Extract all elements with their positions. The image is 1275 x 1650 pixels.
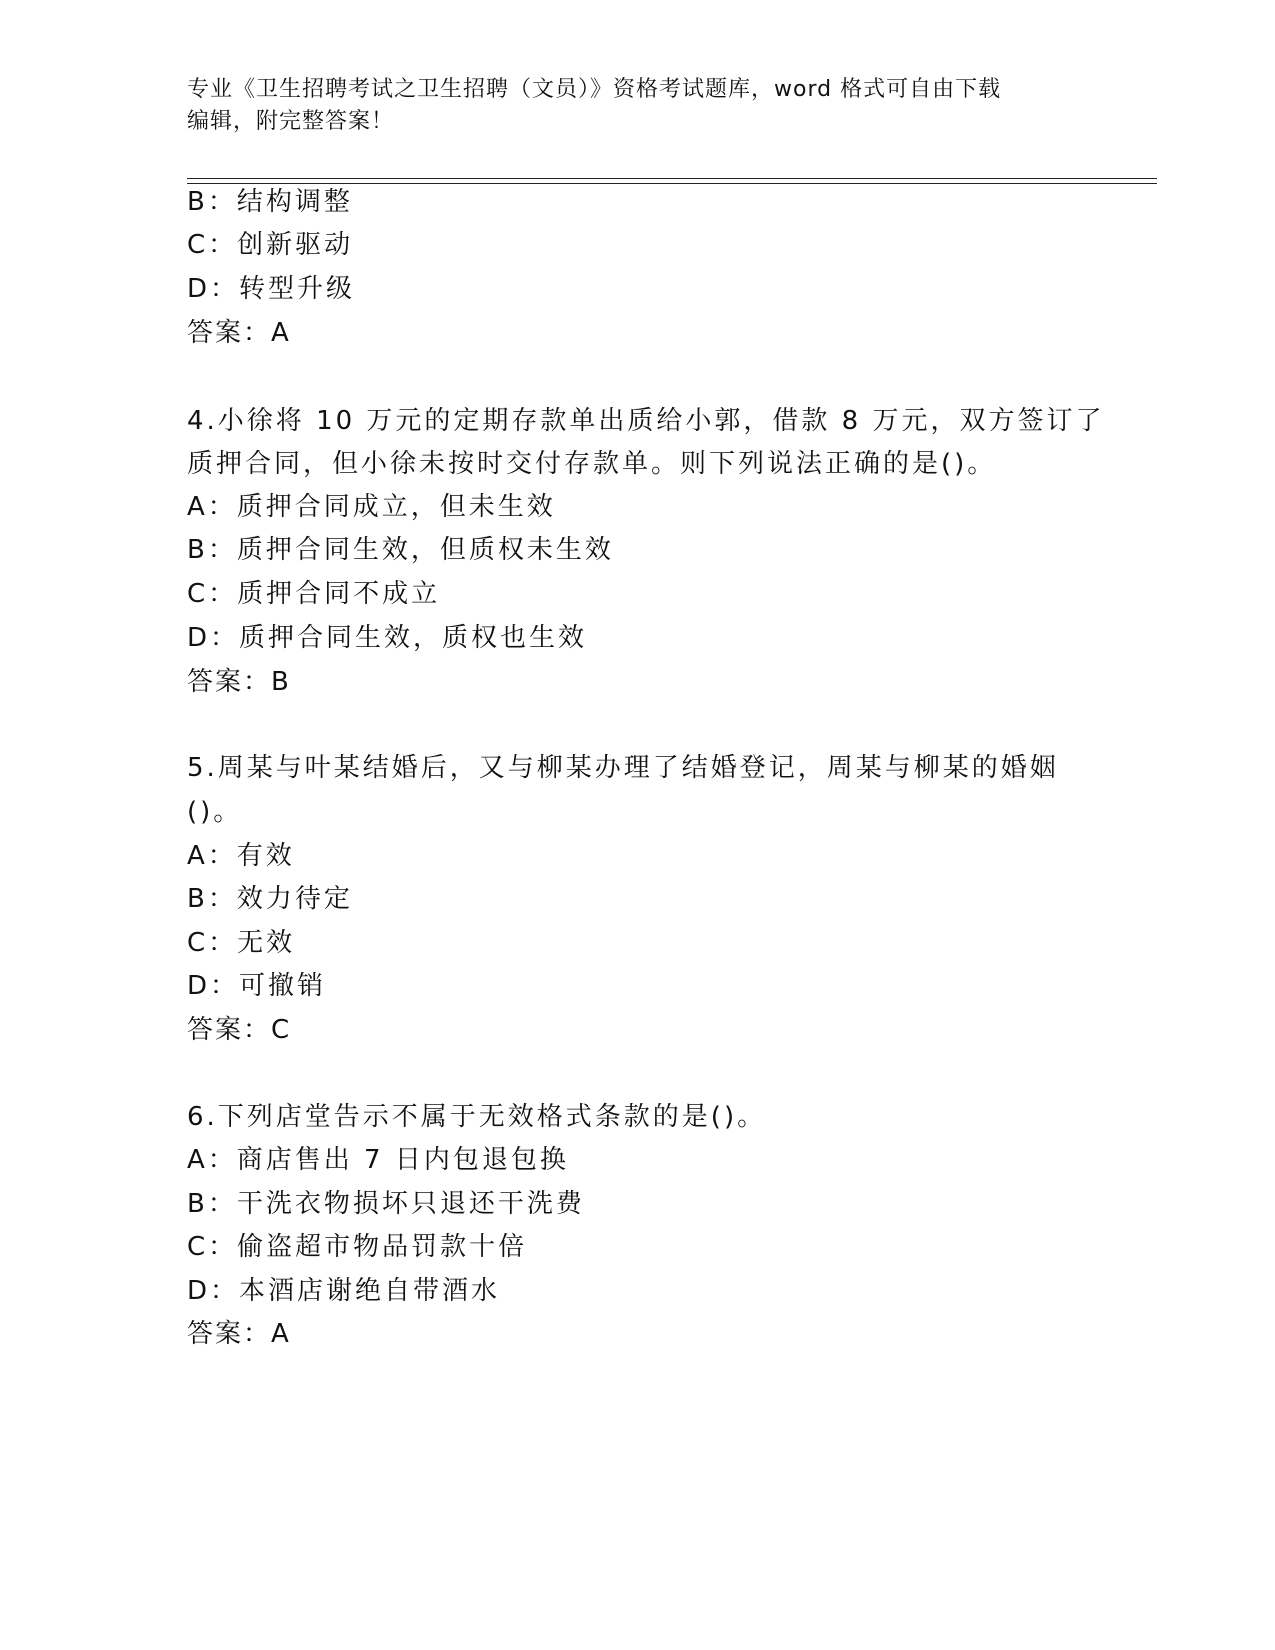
document-header bbox=[187, 74, 1087, 138]
document-page bbox=[187, 0, 1157, 1650]
q4-option-c: C：质押合同不成立 bbox=[187, 579, 441, 609]
q4-option-a: A：质押合同成立，但未生效 bbox=[187, 492, 556, 522]
q3-answer: 答案：A bbox=[187, 318, 291, 348]
q6-option-a: A：商店售出 7 日内包退包换 bbox=[187, 1145, 569, 1175]
header-line-2: 编辑，附完整答案！ bbox=[187, 109, 395, 134]
q5-option-d: D：可撤销 bbox=[187, 971, 327, 1001]
q6-option-b: B：干洗衣物损坏只退还干洗费 bbox=[187, 1189, 585, 1219]
q3-option-d: D：转型升级 bbox=[187, 274, 356, 304]
header-line-1: 专业《卫生招聘考试之卫生招聘（文员）》资格考试题库，word 格式可自由下载 bbox=[187, 77, 1002, 102]
q5-answer: 答案：C bbox=[187, 1015, 292, 1045]
q5-stem-line-1: 5.周某与叶某结婚后，又与柳某办理了结婚登记，周某与柳某的婚姻 bbox=[187, 753, 1059, 783]
q5-option-a: A：有效 bbox=[187, 841, 295, 871]
q4-answer: 答案：B bbox=[187, 667, 291, 697]
q5-stem-line-2: ()。 bbox=[187, 797, 243, 827]
q6-option-c: C：偷盗超市物品罚款十倍 bbox=[187, 1232, 528, 1262]
q4-stem-line-1: 4.小徐将 10 万元的定期存款单出质给小郭，借款 8 万元，双方签订了 bbox=[187, 406, 1105, 436]
q3-option-c: C：创新驱动 bbox=[187, 230, 354, 260]
q5-option-b: B：效力待定 bbox=[187, 884, 353, 914]
q5-option-c: C：无效 bbox=[187, 928, 296, 958]
q4-option-b: B：质押合同生效，但质权未生效 bbox=[187, 535, 614, 565]
q3-option-b: B：结构调整 bbox=[187, 187, 353, 217]
q4-stem-line-2: 质押合同，但小徐未按时交付存款单。则下列说法正确的是()。 bbox=[187, 449, 997, 479]
q6-answer: 答案：A bbox=[187, 1319, 291, 1349]
q4-option-d: D：质押合同生效，质权也生效 bbox=[187, 623, 588, 653]
q6-option-d: D：本酒店谢绝自带酒水 bbox=[187, 1276, 501, 1306]
q6-stem-line-1: 6.下列店堂告示不属于无效格式条款的是()。 bbox=[187, 1102, 767, 1132]
header-divider bbox=[187, 178, 1157, 184]
